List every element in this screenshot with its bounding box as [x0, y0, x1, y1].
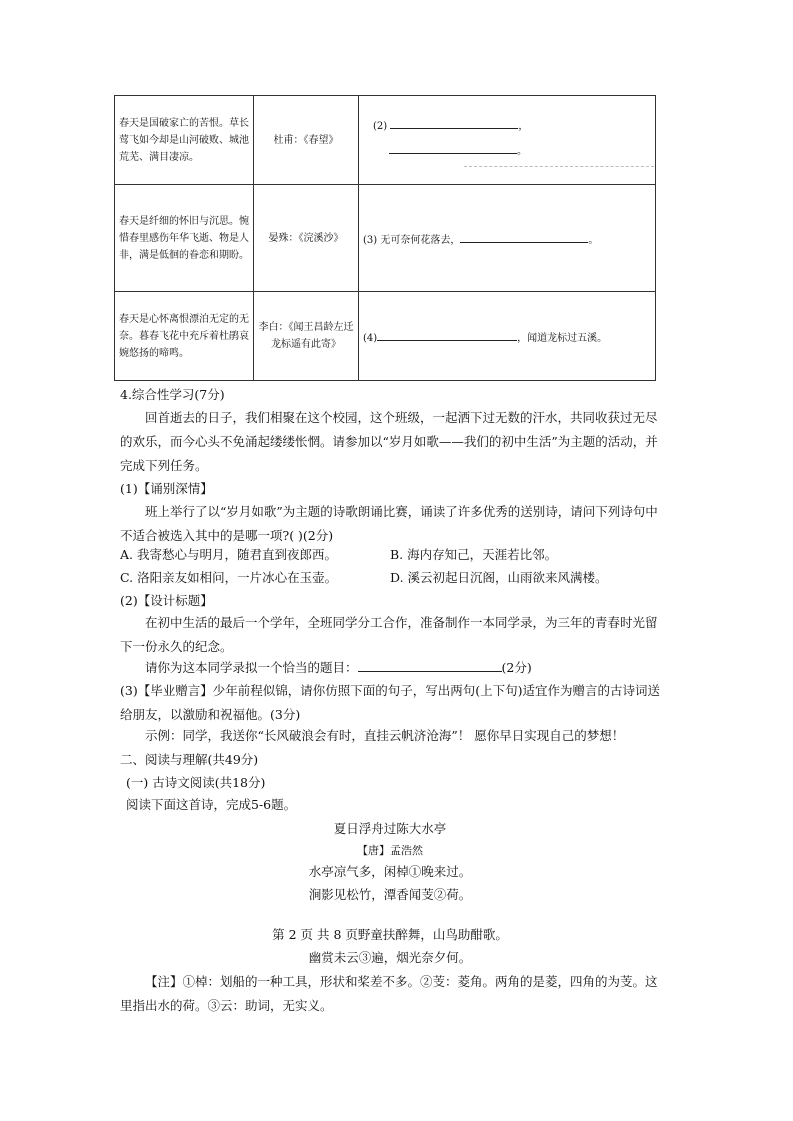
question-1-title: (1)【诵别深情】: [120, 481, 213, 496]
faint-underline: [464, 166, 654, 167]
option-b[interactable]: B. 海内存知己，天涯若比邻。: [390, 547, 558, 562]
question-2-prompt: [120, 656, 660, 680]
fill-punct: 。: [517, 145, 527, 157]
page-footer: 第 2 页 共 8 页: [272, 927, 358, 942]
question-2-text: 在初中生活的最后一个学年，全班同学分工合作，准备制作一本同学录，为三年的青春时光留下一份永久的纪念。: [120, 615, 658, 654]
answer-blank[interactable]: [460, 228, 588, 243]
table-row: [115, 292, 656, 381]
poem-title: 夏日浮舟过陈大水亭: [333, 821, 447, 836]
question-1-text: 班上举行了以“岁月如歌”为主题的诗歌朗诵比赛，诵读了许多优秀的送别诗，请问下列诗句中不适合被选入其中的是哪一项?( )(2分): [120, 504, 658, 543]
poem-line: 水亭凉气多，闲棹①晚来过。: [308, 864, 472, 879]
option-d[interactable]: D. 溪云初起日沉阁，山雨欲来风满楼。: [390, 570, 608, 585]
prompt-text: 请你为这本同学录拟一个恰当的题目：: [145, 660, 358, 675]
score-label: (2分): [501, 660, 532, 675]
poem-table: [114, 95, 656, 381]
option-c[interactable]: C. 洛阳亲友如相问，一片冰心在玉壶。: [120, 570, 338, 585]
poem-note: 【注】①棹：划船的一种工具，形状和桨差不多。②芰：菱角。两角的是菱，四角的为芰。这里指出水的荷。③云：助词，无实义。: [120, 974, 658, 1013]
poem-author: 【唐】孟浩然: [357, 844, 423, 857]
poem-line: 野童扶醉舞，山鸟助酣歌。: [357, 927, 508, 942]
options-row-1: [120, 543, 680, 567]
page-footer-line: [120, 923, 660, 947]
section-2-title: 二、阅读与理解(共49分): [120, 752, 259, 767]
answer-blank[interactable]: [377, 326, 517, 341]
answer-blank[interactable]: [389, 139, 517, 154]
row-description: 春天是国破家亡的苦恨。草长莺飞如今却是山河破败、城池荒芜、满目凄凉。: [115, 96, 254, 185]
table-row: [115, 96, 656, 185]
section-4-title: 4.综合性学习(7分): [120, 387, 225, 402]
question-2-title: (2)【设计标题】: [120, 593, 213, 608]
table-row: [115, 185, 656, 292]
option-a[interactable]: A. 我寄愁心与明月，随君直到夜郎西。: [120, 547, 337, 562]
row-fill-blank: [359, 96, 656, 185]
poem-line: 幽赏未云③遍，烟光奈夕何。: [308, 950, 472, 965]
fill-text: (3) 无可奈何花落去，: [363, 234, 461, 246]
fill-after: ，闻道龙标过五溪。: [517, 332, 608, 344]
fill-label: (4): [363, 332, 378, 344]
row-fill-blank: [359, 292, 656, 381]
subsection-title: (一) 古诗文阅读(共18分): [126, 775, 266, 790]
row-source: 杜甫：《春望》: [254, 96, 359, 185]
section-4-intro: 回首逝去的日子，我们相聚在这个校园，这个班级，一起洒下过无数的汗水，共同收获过无尽的欢乐，而今心头不免涌起缕缕怅惘。请参加以“岁月如歌——我们的初中生活”为主题的活动，并完成下列任务。: [120, 410, 658, 473]
row-fill-blank: [359, 185, 656, 292]
reading-instruction: 阅读下面这首诗，完成5-6题。: [126, 797, 297, 812]
row-source: 晏殊：《浣溪沙》: [254, 185, 359, 292]
fill-punct: ，: [518, 120, 529, 132]
row-description: 春天是心怀离恨漂泊无定的无奈。暮春飞花中充斥着杜鹃哀婉悠扬的啼鸣。: [115, 292, 254, 381]
fill-label: (2): [373, 120, 388, 132]
fill-punct: 。: [588, 234, 599, 246]
question-3-text: (3)【毕业赠言】少年前程似锦，请你仿照下面的句子，写出两句(上下句)适宜作为赠言的古诗词送给朋友，以激励和祝福他。(3分): [120, 683, 660, 722]
options-row-2: [120, 566, 680, 590]
row-description: 春天是纤细的怀旧与沉思。惋惜春里感伤年华飞逝、物是人非，满是低徊的眷恋和期盼。: [115, 185, 254, 292]
title-answer-blank[interactable]: [358, 657, 502, 672]
poem-line: 涧影见松竹，潭香闻芰②荷。: [308, 887, 472, 902]
row-source: 李白：《闻王昌龄左迁龙标遥有此寄》: [254, 292, 359, 381]
question-3-example: 示例：同学，我送你“长风破浪会有时，直挂云帆济沧海”！ 愿你早日实现自己的梦想！: [145, 728, 625, 743]
answer-blank[interactable]: [390, 114, 518, 129]
